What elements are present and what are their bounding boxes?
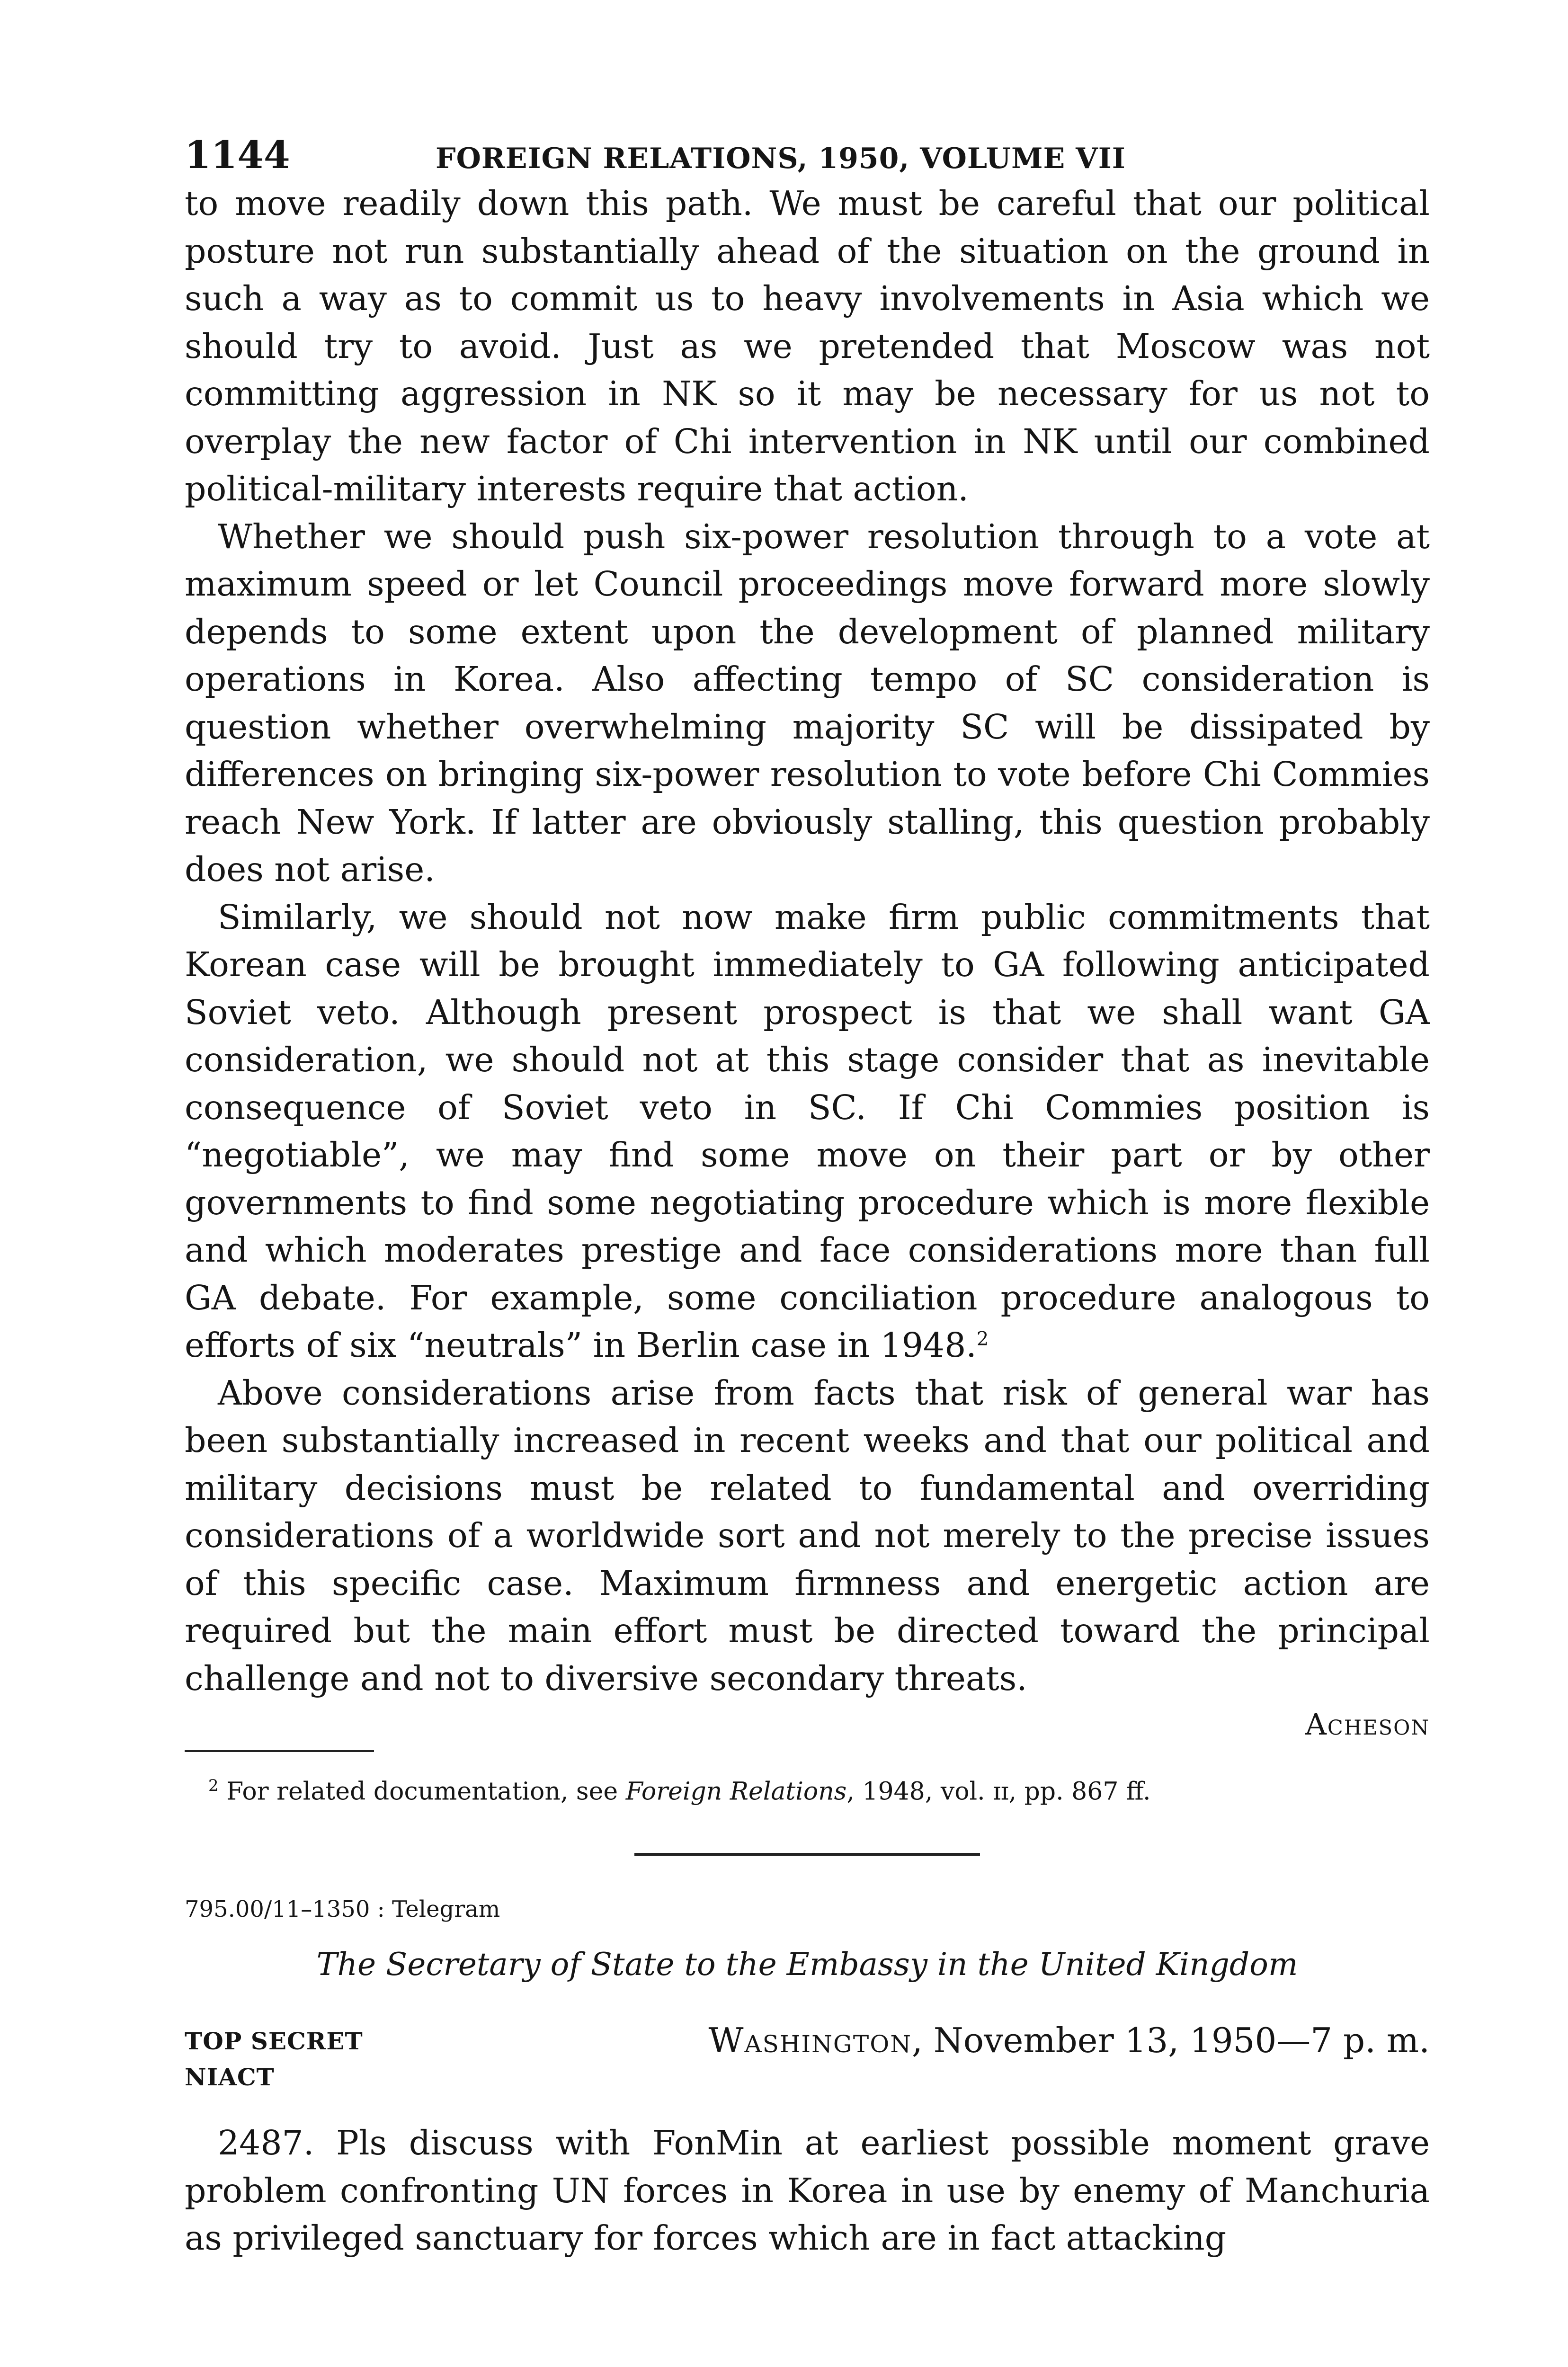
footnote-suffix: , 1948, vol. ɪɪ, pp. 867 ff. (846, 1777, 1151, 1806)
running-title: FOREIGN RELATIONS, 1950, VOLUME VII (436, 142, 1126, 175)
signature: Acheson (1305, 1707, 1430, 1742)
file-reference: 795.00/11–1350 : Telegram (185, 1896, 500, 1923)
page-number: 1144 (185, 133, 290, 177)
footnote-publication-title: Foreign Relations (625, 1777, 847, 1806)
paragraph-ga-commitments-text: Similarly, we should not now make firm public commitments that Korean case will be brought immediately to GA following anticipated Soviet veto. Although present prospect is that we shall want GA consideration, we should not at this stage consider that as inevitable consequence of Soviet veto in SC. If Chi Commies position is “negotiable”, we may find some move on their part or by other governments to find some negotiating procedure which is more flexible and which moderates prestige and face considerations more than full GA debate. For example, some conciliation procedure analogous to efforts of six “neutrals” in Berlin case in 1948. (185, 897, 1430, 1365)
document-header-row (185, 2020, 1430, 2063)
paragraph-continued: to move readily down this path. We must be careful that our political posture not run substantially ahead of the situation on the ground in such a way as to commit us to heavy involvements in Asia which we should try to avoid. Just as we pretended that Moscow was not committing aggression in NK so it may be necessary for us not to overplay the new factor of Chi intervention in NK until our combined political-military interests require that action. (185, 184, 1430, 508)
document-title: The Secretary of State to the Embassy in the United Kingdom (316, 1946, 1298, 1983)
footnote (208, 1769, 1430, 1808)
footnote-prefix: For related documentation, see (226, 1777, 626, 1806)
document-separator (634, 1853, 980, 1856)
footnote-marker: 2 (208, 1776, 219, 1795)
telegram-opening-paragraph: 2487. Pls discuss with FonMin at earliest possible moment grave problem confronting UN forces in Korea in use by enemy of Manchuria as privileged sanctuary for forces which are in fact attacking (185, 2123, 1430, 2258)
footnote-reference: 2 (976, 1328, 989, 1350)
dateline (708, 2020, 1430, 2060)
paragraph-general-war-risk: Above considerations arise from facts that risk of general war has been substantially increased in recent weeks and that our political and military decisions must be related to fundamental and overriding considerations of a worldwide sort and not merely to the precise issues of this specific case. Maximum firmness and energetic action are required but the main effort must be directed toward the principal challenge and not to diversive secondary threats. (185, 1373, 1430, 1698)
paragraph-six-power-resolution: Whether we should push six-power resolution through to a vote at maximum speed or let Council proceedings move forward more slowly depends to some extent upon the development of planned military operations in Korea. Also affecting tempo of SC consideration is question whether overwhelming majority SC will be dissipated by differences on bringing six-power resolution to vote before Chi Commies reach New York. If latter are obviously stalling, this question probably does not arise. (185, 516, 1430, 889)
classification-label: TOP SECRET (185, 2027, 363, 2056)
footnote-divider (185, 1750, 374, 1752)
precedence-label: NIACT (185, 2063, 275, 2091)
dateline-date: , November 13, 1950—7 p. m. (911, 2020, 1430, 2061)
dateline-place: Washington (708, 2020, 912, 2061)
running-header (185, 118, 1430, 180)
document-page (185, 118, 1430, 2262)
paragraph-ga-commitments (185, 894, 1430, 1370)
